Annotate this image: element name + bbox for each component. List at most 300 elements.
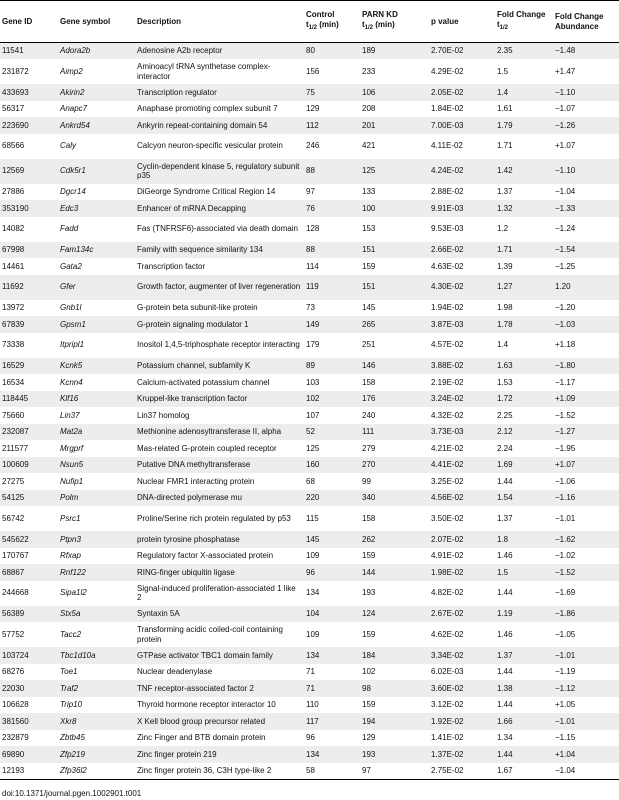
fold-change-t-half-cell: 1.78: [495, 316, 553, 333]
description-cell: DiGeorge Syndrome Critical Region 14: [137, 187, 276, 196]
gene-symbol-cell: Aimp2: [60, 66, 83, 76]
table-row: [0, 117, 619, 134]
fold-change-t-half-cell: 1.98: [497, 303, 513, 312]
fold-change-t-half-cell: 1.44: [497, 588, 513, 598]
table-row: [0, 457, 619, 474]
control-t-half-cell: 71: [304, 680, 360, 697]
gene-symbol-cell: Traf2: [58, 680, 135, 697]
fold-change-abundance-cell: −1.15: [555, 733, 576, 742]
table-row: [0, 506, 619, 531]
table-row: [0, 564, 619, 581]
p-value-cell: 3.25E-02: [431, 476, 464, 486]
p-value-cell: 9.91E-03: [429, 200, 495, 217]
fold-change-abundance-cell: −1.16: [553, 490, 619, 507]
fold-change-abundance-cell: 1.20: [553, 275, 619, 300]
fold-change-abundance-cell: −1.05: [555, 629, 576, 639]
gene-symbol-cell: Zfp36l2: [60, 765, 87, 775]
description-cell: Adenosine A2b receptor: [135, 43, 304, 60]
table-row: [0, 424, 619, 441]
fold-change-abundance-cell: +1.09: [553, 391, 619, 408]
fold-change-t-half-cell: 1.44: [495, 746, 553, 763]
fold-change-t-half-cell: 2.12: [495, 424, 553, 441]
fold-change-t-half-cell: 1.4: [497, 340, 509, 350]
control-t-half-cell: 156: [306, 66, 320, 76]
gene-id-cell: 56317: [2, 104, 25, 113]
fold-change-t-half-cell: 1.39: [497, 261, 513, 271]
fold-change-t-half-cell: 1.5: [495, 564, 553, 581]
gene-id-cell: 68276: [2, 667, 25, 676]
control-t-half-cell: 149: [304, 316, 360, 333]
description-cell: Thyroid hormone receptor interactor 10: [137, 700, 276, 709]
table-row: [0, 730, 619, 747]
p-value-cell: 1.41E-02: [431, 733, 464, 742]
p-value-cell: 1.94E-02: [431, 303, 464, 312]
control-t-half-cell: 80: [304, 43, 360, 60]
table-row: [0, 333, 619, 358]
gene-id-cell: 16534: [2, 377, 25, 387]
description-cell: Regulatory factor X-associated protein: [137, 551, 274, 560]
parn-kd-t-half-cell: 99: [362, 476, 371, 486]
fold-change-t-half-cell: 2.25: [497, 410, 513, 420]
gene-id-cell: 231872: [2, 66, 29, 76]
fold-change-abundance-cell: −1.04: [555, 765, 576, 775]
description-cell: Nuclear deadenylase: [137, 667, 213, 676]
header-gene-id: Gene ID: [2, 16, 33, 26]
gene-symbol-cell: Psrc1: [60, 513, 81, 523]
table-row: [0, 59, 619, 84]
table-row: [0, 374, 619, 391]
gene-symbol-cell: Fam134c: [58, 242, 135, 259]
fold-change-t-half-cell: 2.35: [495, 43, 553, 60]
parn-kd-t-half-cell: 102: [362, 667, 376, 676]
gene-symbol-cell: Sipa1l2: [60, 588, 87, 598]
description-cell: Kruppel-like transcription factor: [135, 391, 304, 408]
gene-symbol-cell: Xkr8: [58, 713, 135, 730]
description-cell: Transforming acidic coiled-coil containing protein: [137, 625, 283, 644]
parn-kd-t-half-cell: 125: [360, 159, 429, 184]
table-row: [0, 43, 619, 60]
p-value-cell: 4.29E-02: [431, 66, 464, 76]
control-t-half-cell: 145: [304, 531, 360, 548]
description-cell: RING-finger ubiquitin ligase: [135, 564, 304, 581]
gene-id-cell: 27275: [2, 476, 25, 486]
p-value-cell: 6.02E-03: [431, 667, 464, 676]
table-row: [0, 490, 619, 507]
fold-change-abundance-cell: −1.86: [553, 606, 619, 623]
gene-id-cell: 11692: [0, 275, 58, 300]
fold-change-t-half-cell: 1.69: [495, 457, 553, 474]
description-cell: Mas-related G-protein coupled receptor: [137, 443, 277, 453]
parn-kd-t-half-cell: 151: [360, 242, 429, 259]
control-t-half-cell: 129: [306, 104, 320, 113]
description-cell: GTPase activator TBC1 domain family: [135, 647, 304, 664]
gene-id-cell: 54125: [0, 490, 58, 507]
gene-id-cell: 13972: [2, 303, 25, 312]
fold-change-t-half-cell: 1.32: [495, 200, 553, 217]
table-row: [0, 473, 619, 490]
parn-kd-t-half-cell: 151: [360, 275, 429, 300]
fold-change-abundance-cell: −1.20: [555, 303, 576, 312]
fold-change-abundance-cell: +1.47: [555, 66, 576, 76]
parn-kd-t-half-cell: 193: [360, 746, 429, 763]
gene-id-cell: 100609: [0, 457, 58, 474]
gene-symbol-cell: Ankrd54: [58, 117, 135, 134]
fold-change-abundance-cell: +1.07: [553, 457, 619, 474]
p-value-cell: 3.60E-02: [429, 680, 495, 697]
gene-id-cell: 16529: [0, 358, 58, 375]
parn-kd-t-half-cell: 270: [360, 457, 429, 474]
description-cell: DNA-directed polymerase mu: [135, 490, 304, 507]
gene-symbol-cell: Rnf122: [58, 564, 135, 581]
parn-kd-t-half-cell: 262: [360, 531, 429, 548]
control-t-half-cell: 68: [306, 476, 315, 486]
fold-change-t-half-cell: 1.8: [495, 531, 553, 548]
description-cell: Anaphase promoting complex subunit 7: [137, 104, 278, 113]
p-value-cell: 1.84E-02: [431, 104, 464, 113]
control-t-half-cell: 109: [306, 629, 320, 639]
control-t-half-cell: 71: [306, 667, 315, 676]
gene-symbol-cell: Gata2: [60, 261, 82, 271]
header-fold-change-t: Fold Change $t_{1/2}$: [497, 10, 546, 31]
p-value-cell: 2.75E-02: [431, 765, 464, 775]
gene-symbol-cell: Klf16: [58, 391, 135, 408]
p-value-cell: 2.70E-02: [429, 43, 495, 60]
doi-footnote: doi:10.1371/journal.pgen.1002901.t001: [2, 789, 142, 798]
gene-symbol-cell: Zfp219: [58, 746, 135, 763]
p-value-cell: 2.19E-02: [431, 377, 464, 387]
description-cell: G-protein signaling modulator 1: [135, 316, 304, 333]
header-p-value: p value: [431, 16, 459, 26]
table-row: [0, 746, 619, 763]
fold-change-abundance-cell: +1.04: [553, 746, 619, 763]
p-value-cell: 3.34E-02: [429, 647, 495, 664]
parn-kd-t-half-cell: 340: [360, 490, 429, 507]
parn-kd-t-half-cell: 233: [362, 66, 376, 76]
gene-symbol-cell: Gnb1l: [60, 303, 82, 312]
gene-id-cell: 56389: [0, 606, 58, 623]
gene-symbol-cell: Kcnk5: [58, 358, 135, 375]
gene-symbol-cell: Dgcr14: [60, 187, 86, 196]
p-value-cell: 3.88E-02: [429, 358, 495, 375]
parn-kd-t-half-cell: 111: [360, 424, 429, 441]
control-t-half-cell: 109: [306, 551, 320, 560]
p-value-cell: 4.24E-02: [429, 159, 495, 184]
parn-kd-t-half-cell: 184: [360, 647, 429, 664]
fold-change-t-half-cell: 1.38: [495, 680, 553, 697]
parn-kd-t-half-cell: 279: [362, 443, 376, 453]
table-row: [0, 258, 619, 275]
control-t-half-cell: 134: [306, 588, 320, 598]
gene-symbol-cell: Kcnn4: [60, 377, 83, 387]
fold-change-abundance-cell: −1.24: [555, 224, 576, 234]
control-t-half-cell: 112: [304, 117, 360, 134]
fold-change-abundance-cell: −1.48: [553, 43, 619, 60]
fold-change-abundance-cell: −1.07: [555, 104, 576, 113]
gene-symbol-cell: Nufip1: [60, 476, 84, 486]
fold-change-abundance-cell: −1.80: [553, 358, 619, 375]
parn-kd-t-half-cell: 189: [360, 43, 429, 60]
description-cell: Cyclin-dependent kinase 5, regulatory subunit p35: [135, 159, 304, 184]
gene-id-cell: 11541: [0, 43, 58, 60]
gene-id-cell: 69890: [0, 746, 58, 763]
fold-change-abundance-cell: −1.12: [553, 680, 619, 697]
description-cell: protein tyrosine phosphatase: [135, 531, 304, 548]
p-value-cell: 2.07E-02: [429, 531, 495, 548]
control-t-half-cell: 125: [306, 443, 320, 453]
description-cell: Calcium-activated potassium channel: [137, 377, 270, 387]
gene-id-cell: 118445: [0, 391, 58, 408]
fold-change-t-half-cell: 1.71: [495, 242, 553, 259]
gene-symbol-cell: Caly: [60, 141, 77, 151]
fold-change-t-half-cell: 1.66: [495, 713, 553, 730]
fold-change-t-half-cell: 1.44: [497, 667, 513, 676]
fold-change-t-half-cell: 1.37: [495, 647, 553, 664]
fold-change-t-half-cell: 1.79: [495, 117, 553, 134]
table-row: [0, 300, 619, 317]
gene-id-cell: 223690: [0, 117, 58, 134]
control-t-half-cell: 102: [304, 391, 360, 408]
gene-symbol-cell: Mat2a: [58, 424, 135, 441]
gene-symbol-cell: Mrgprf: [60, 443, 84, 453]
p-value-cell: 4.32E-02: [431, 410, 464, 420]
control-t-half-cell: 52: [304, 424, 360, 441]
table-row: [0, 680, 619, 697]
fold-change-abundance-cell: −1.17: [555, 377, 576, 387]
control-t-half-cell: 89: [304, 358, 360, 375]
control-t-half-cell: 107: [306, 410, 320, 420]
fold-change-abundance-cell: −1.54: [553, 242, 619, 259]
table-row: [0, 217, 619, 242]
p-value-cell: 3.12E-02: [431, 700, 464, 709]
header-parn-kd: PARN KD $t_{1/2}$ (min): [362, 10, 398, 31]
p-value-cell: 4.91E-02: [431, 551, 464, 560]
fold-change-abundance-cell: −1.10: [553, 159, 619, 184]
gene-symbol-cell: Toe1: [60, 667, 78, 676]
gene-id-cell: 14082: [2, 224, 25, 234]
gene-id-cell: 75660: [2, 410, 25, 420]
header-row: [0, 1, 619, 43]
description-cell: Family with sequence similarity 134: [135, 242, 304, 259]
fold-change-t-half-cell: 1.46: [497, 551, 513, 560]
fold-change-abundance-cell: +1.07: [555, 141, 576, 151]
p-value-cell: 3.87E-03: [429, 316, 495, 333]
control-t-half-cell: 58: [306, 765, 315, 775]
parn-kd-t-half-cell: 251: [362, 340, 376, 350]
fold-change-t-half-cell: 1.46: [497, 629, 513, 639]
control-t-half-cell: 115: [306, 513, 319, 523]
table-row: [0, 763, 619, 780]
table-row: [0, 407, 619, 424]
fold-change-abundance-cell: −1.03: [553, 316, 619, 333]
gene-id-cell: 545622: [0, 531, 58, 548]
gene-symbol-cell: Zbtb45: [60, 733, 85, 742]
fold-change-t-half-cell: 1.54: [495, 490, 553, 507]
control-t-half-cell: 96: [306, 733, 315, 742]
table-row: [0, 647, 619, 664]
gene-symbol-cell: Gfer: [58, 275, 135, 300]
p-value-cell: 9.53E-03: [431, 224, 464, 234]
control-t-half-cell: 88: [304, 159, 360, 184]
control-t-half-cell: 117: [304, 713, 360, 730]
p-value-cell: 4.30E-02: [429, 275, 495, 300]
fold-change-t-half-cell: 1.27: [495, 275, 553, 300]
table-row: [0, 548, 619, 565]
fold-change-t-half-cell: 1.5: [497, 66, 509, 76]
description-cell: Zinc finger protein 219: [135, 746, 304, 763]
control-t-half-cell: 128: [306, 224, 320, 234]
fold-change-t-half-cell: 1.37: [497, 513, 513, 523]
gene-symbol-cell: Edc3: [58, 200, 135, 217]
table-row: [0, 101, 619, 118]
p-value-cell: 4.57E-02: [431, 340, 464, 350]
gene-id-cell: 244668: [2, 588, 29, 598]
description-cell: Potassium channel, subfamily K: [135, 358, 304, 375]
description-cell: Lin37 homolog: [137, 410, 190, 420]
description-cell: Aminoacyl tRNA synthetase complex-interactor: [137, 62, 271, 81]
gene-symbol-cell: Cdk5r1: [58, 159, 135, 184]
parn-kd-t-half-cell: 265: [360, 316, 429, 333]
table-row: [0, 184, 619, 201]
table-row: [0, 531, 619, 548]
control-t-half-cell: 134: [304, 746, 360, 763]
table-row: [0, 440, 619, 457]
description-cell: Enhancer of mRNA Decapping: [135, 200, 304, 217]
gene-id-cell: 67998: [0, 242, 58, 259]
gene-symbol-cell: Tbc1d10a: [58, 647, 135, 664]
parn-kd-t-half-cell: 146: [360, 358, 429, 375]
p-value-cell: 1.37E-02: [429, 746, 495, 763]
p-value-cell: 4.21E-02: [431, 443, 464, 453]
description-cell: Zinc Finger and BTB domain protein: [137, 733, 266, 742]
description-cell: Transcription factor: [137, 261, 206, 271]
p-value-cell: 1.98E-02: [429, 564, 495, 581]
control-t-half-cell: 114: [306, 261, 319, 271]
gene-symbol-cell: Trip10: [60, 700, 83, 709]
parn-kd-t-half-cell: 158: [362, 377, 376, 387]
fold-change-t-half-cell: 1.71: [497, 141, 513, 151]
gene-id-cell: 22030: [0, 680, 58, 697]
table-row: [0, 391, 619, 408]
parn-kd-t-half-cell: 240: [362, 410, 376, 420]
gene-symbol-cell: Tacc2: [60, 629, 82, 639]
gene-id-cell: 68566: [2, 141, 25, 151]
p-value-cell: 4.56E-02: [429, 490, 495, 507]
fold-change-abundance-cell: −1.69: [555, 588, 576, 598]
fold-change-t-half-cell: 1.19: [495, 606, 553, 623]
description-cell: Syntaxin 5A: [135, 606, 304, 623]
gene-id-cell: 170767: [2, 551, 29, 560]
fold-change-t-half-cell: 1.4: [495, 84, 553, 101]
gene-symbol-cell: Akirin2: [58, 84, 135, 101]
gene-id-cell: 106628: [2, 700, 29, 709]
description-cell: X Kell blood group precursor related: [135, 713, 304, 730]
fold-change-t-half-cell: 1.44: [497, 700, 513, 709]
parn-kd-t-half-cell: 159: [362, 551, 376, 560]
control-t-half-cell: 179: [306, 340, 320, 350]
fold-change-abundance-cell: −1.02: [555, 551, 576, 560]
fold-change-abundance-cell: −1.52: [555, 410, 576, 420]
gene-symbol-cell: Ptpn3: [58, 531, 135, 548]
header-control: Control $t_{1/2}$ (min): [306, 10, 339, 31]
fold-change-t-half-cell: 1.37: [497, 187, 513, 196]
table-row: [0, 697, 619, 714]
description-cell: Proline/Serine rich protein regulated by p53: [137, 513, 291, 523]
fold-change-t-half-cell: 1.44: [497, 476, 513, 486]
gene-symbol-cell: Rfxap: [60, 551, 81, 560]
fold-change-abundance-cell: −1.10: [553, 84, 619, 101]
control-t-half-cell: 97: [306, 187, 315, 196]
control-t-half-cell: 104: [304, 606, 360, 623]
header-gene-symbol: Gene symbol: [60, 16, 111, 26]
control-t-half-cell: 103: [306, 377, 320, 387]
table-row: [0, 84, 619, 101]
control-t-half-cell: 119: [304, 275, 360, 300]
gene-symbol-cell: Polm: [58, 490, 135, 507]
table-row: [0, 134, 619, 159]
fold-change-t-half-cell: 1.42: [495, 159, 553, 184]
control-t-half-cell: 160: [304, 457, 360, 474]
fold-change-abundance-cell: −1.06: [555, 476, 576, 486]
gene-id-cell: 103724: [0, 647, 58, 664]
fold-change-abundance-cell: −1.52: [553, 564, 619, 581]
fold-change-abundance-cell: −1.04: [555, 187, 576, 196]
parn-kd-t-half-cell: 144: [360, 564, 429, 581]
description-cell: Methionine adenosyltransferase II, alpha: [135, 424, 304, 441]
fold-change-abundance-cell: −1.01: [553, 647, 619, 664]
fold-change-abundance-cell: −1.95: [555, 443, 576, 453]
description-cell: Calcyon neuron-specific vesicular protein: [137, 141, 283, 151]
fold-change-abundance-cell: −1.01: [555, 513, 576, 523]
parn-kd-t-half-cell: 145: [362, 303, 376, 312]
fold-change-abundance-cell: −1.19: [555, 667, 576, 676]
parn-kd-t-half-cell: 208: [362, 104, 376, 113]
fold-change-abundance-cell: +1.05: [555, 700, 576, 709]
gene-symbol-cell: Fadd: [60, 224, 79, 234]
parn-kd-t-half-cell: 193: [362, 588, 376, 598]
control-t-half-cell: 73: [306, 303, 315, 312]
gene-id-cell: 353190: [0, 200, 58, 217]
parn-kd-t-half-cell: 158: [362, 513, 376, 523]
fold-change-t-half-cell: 1.63: [495, 358, 553, 375]
gene-id-cell: 57752: [2, 629, 25, 639]
table-row: [0, 606, 619, 623]
p-value-cell: 2.88E-02: [431, 187, 464, 196]
control-t-half-cell: 76: [304, 200, 360, 217]
table-row: [0, 159, 619, 184]
table-row: [0, 622, 619, 647]
parn-kd-t-half-cell: 106: [360, 84, 429, 101]
header-fold-change-abundance: Fold Change Abundance: [555, 11, 604, 31]
control-t-half-cell: 96: [304, 564, 360, 581]
gene-id-cell: 232087: [0, 424, 58, 441]
table-row: [0, 316, 619, 333]
p-value-cell: 2.05E-02: [429, 84, 495, 101]
parn-kd-t-half-cell: 97: [362, 765, 371, 775]
table-row: [0, 200, 619, 217]
gene-symbol-cell: Gpsm1: [58, 316, 135, 333]
control-t-half-cell: 110: [306, 700, 319, 709]
parn-kd-t-half-cell: 124: [360, 606, 429, 623]
table-row: [0, 713, 619, 730]
description-cell: Putative DNA methyltransferase: [135, 457, 304, 474]
fold-change-t-half-cell: 1.61: [497, 104, 513, 113]
gene-id-cell: 232879: [2, 733, 29, 742]
parn-kd-t-half-cell: 153: [362, 224, 376, 234]
table-row: [0, 275, 619, 300]
description-cell: Transcription regulator: [135, 84, 304, 101]
p-value-cell: 2.66E-02: [429, 242, 495, 259]
gene-symbol-cell: Nsun5: [58, 457, 135, 474]
